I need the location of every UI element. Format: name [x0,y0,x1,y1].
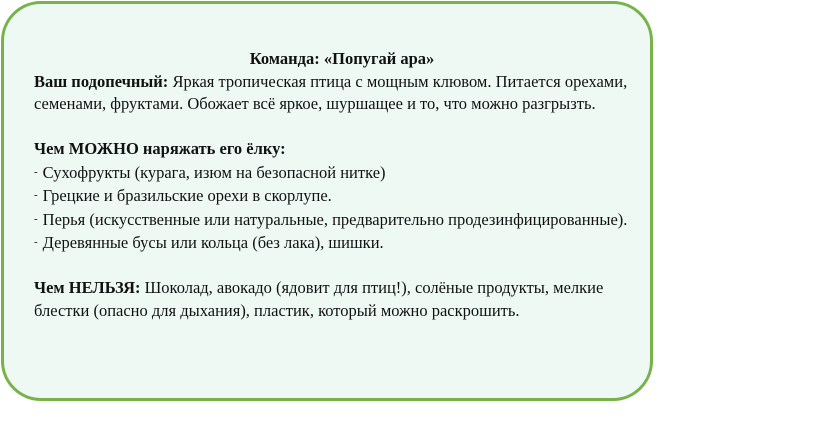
cannot-label: Чем НЕЛЬЗЯ: [34,278,141,297]
cannot-text: Шоколад, авокадо (ядовит для птиц!), солёные продукты, мелкие блестки (опасно для дыхания), пластик, который можно раскрошить. [34,278,604,320]
can-heading-text: Чем МОЖНО наряжать его ёлку: [34,139,286,158]
can-item [34,184,644,208]
can-item [34,231,644,255]
card-content [34,48,644,322]
can-item [34,208,644,232]
spacer [34,116,644,139]
spacer [34,255,644,278]
can-item-text: Перья (искусственные или натуральные, предварительно продезинфицированные). [42,209,628,229]
bullet-dash: - [34,189,38,201]
cannot-paragraph [34,277,644,322]
card-title: Команда: «Попугай ара» [249,49,435,68]
bullet-dash: - [34,212,38,225]
can-item-text: Деревянные бусы или кольца (без лака), шишки. [42,233,384,252]
ward-label: Ваш подопечный: [34,71,169,91]
info-card [1,1,653,401]
bullet-dash: - [34,165,38,178]
ward-text: Яркая тропическая птица с мощным клювом. Питается орехами, семенами, фруктами. Обожает всё яркое, шуршащее и то, что можно разгрызть. [34,71,628,113]
can-item-text: Сухофрукты (курага, изюм на безопасной нитке) [42,162,386,182]
bullet-dash: - [34,236,38,248]
can-item-text: Грецкие и бразильские орехи в скорлупе. [42,186,332,205]
can-heading [34,138,644,161]
ward-paragraph [34,71,644,116]
can-item [34,161,644,185]
